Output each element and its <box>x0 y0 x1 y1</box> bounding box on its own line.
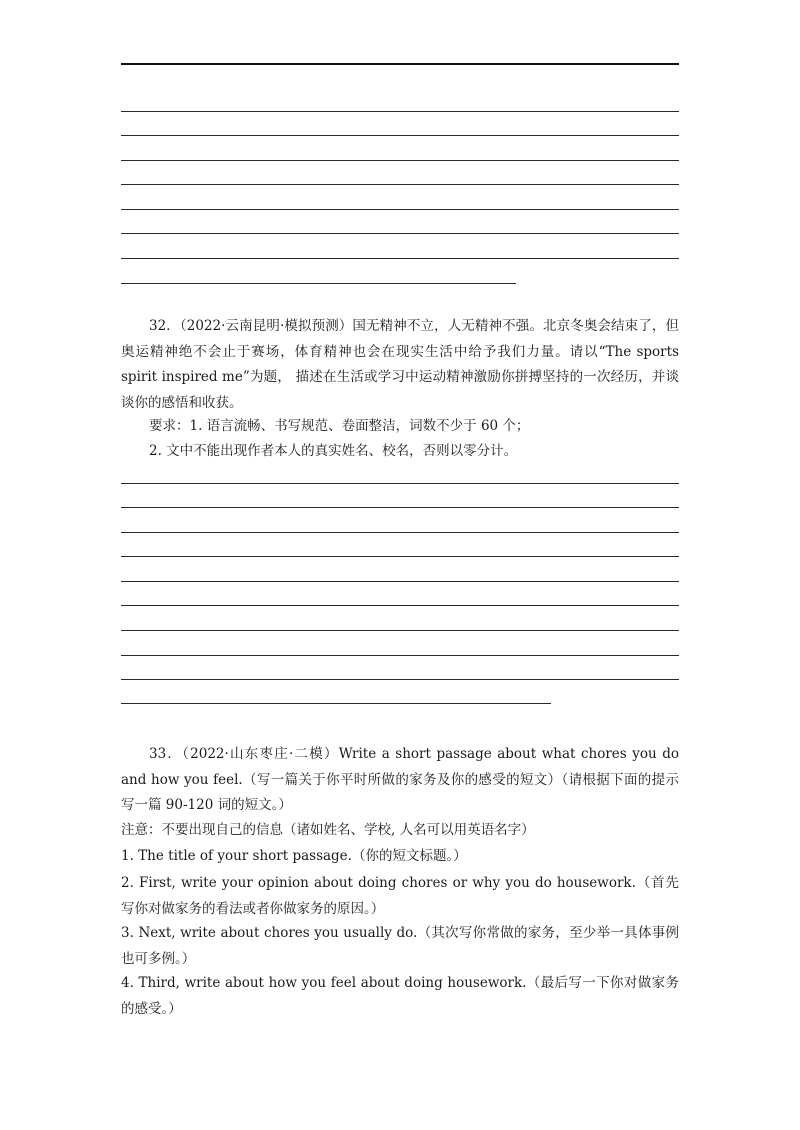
question-32-prompt: 32．（2022·云南昆明·模拟预测）国无精神不立，人无精神不强。北京冬奥会结束了，但奥运精神绝不会止于赛场，体育精神也会在现实生活中给予我们力量。请以“The sports spirit inspired me”为题， 描述在生活或学习中运动精神激励你拼搏坚持的一次经历，并谈谈你的感悟和收获。 <box>121 318 679 411</box>
answer-line <box>121 258 679 259</box>
answer-line <box>121 209 679 210</box>
question-33-note: 注意：不要出现自己的信息（诸如姓名、学校, 人名可以用英语名字） <box>121 822 535 838</box>
question-33-prompt: 33．（2022·山东枣庄·二模）Write a short passage about what chores you do and how you feel.（写一篇关于你平时所做的家务及你的感受的短文）（请根据下面的提示写一篇 90-120 词的短文。） <box>121 746 679 813</box>
answer-line <box>121 581 679 582</box>
answer-line <box>121 605 679 606</box>
answer-line <box>121 233 679 234</box>
question-33-item-3: 3. Next, write about chores you usually do.（其次写你常做的家务，至少举一具体事例也可多例。） <box>121 925 679 967</box>
question-32-requirement-2: 2. 文中不能出现作者本人的真实姓名、校名，否则以零分计。 <box>149 443 518 459</box>
answer-line <box>121 160 679 161</box>
answer-line <box>121 111 679 112</box>
answer-line-short <box>121 703 551 704</box>
answer-line <box>121 184 679 185</box>
answer-line <box>121 655 679 656</box>
question-33-item-2: 2. First, write your opinion about doing chores or why you do housework.（首先写你对做家务的看法或者你做家务的原因。） <box>121 875 679 917</box>
question-33-item-4: 4. Third, write about how you feel about doing housework.（最后写一下你对做家务的感受。） <box>121 975 679 1017</box>
answer-line-short <box>121 283 516 284</box>
question-33-item-1: 1. The title of your short passage.（你的短文标题。） <box>121 848 467 864</box>
answer-line <box>121 532 679 533</box>
answer-line <box>121 679 679 680</box>
answer-line <box>121 135 679 136</box>
answer-line <box>121 556 679 557</box>
answer-line <box>121 507 679 508</box>
question-32-requirement-1: 要求：1. 语言流畅、书写规范、卷面整洁，词数不少于 60 个； <box>149 418 530 434</box>
top-border-rule <box>121 63 679 65</box>
answer-line <box>121 483 679 484</box>
answer-line <box>121 630 679 631</box>
